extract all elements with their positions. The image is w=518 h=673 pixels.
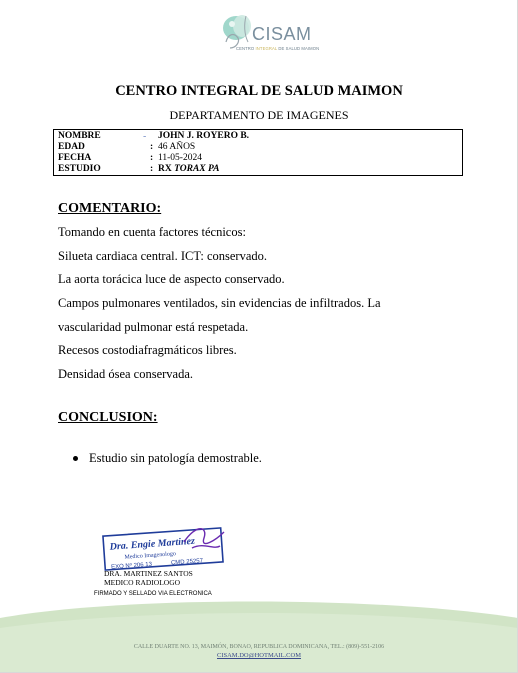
comment-line: Silueta cardiaca central. ICT: conservado. [58, 249, 268, 263]
comment-line: Campos pulmonares ventilados, sin evidencias de infiltrados. La [58, 296, 381, 310]
report-title: CENTRO INTEGRAL DE SALUD MAIMON [115, 83, 403, 99]
stamp-cmd: CMD 25257 [170, 558, 204, 567]
patient-info-box: ⌣ NOMBRE JOHN J. ROYERO B. EDAD : 46 AÑOS FECHA : 11-05-2024 ESTUDIO : RX TORAX PA [53, 129, 463, 176]
bullet-icon [73, 456, 78, 461]
stamp-exq: EXQ Nº 206 13 [110, 561, 153, 571]
comment-line: Tomando en cuenta factores técnicos: [58, 225, 246, 239]
logo-wordmark: CISAM [252, 24, 312, 44]
comment-heading: COMENTARIO: [58, 201, 162, 216]
small-mark: ⌣ [143, 135, 147, 140]
stamp-name: Dra. Engie Martinez [109, 535, 196, 553]
footer-email-link[interactable]: CISAM.DO@HOTMAIL.COM [217, 652, 301, 659]
logo-tagline: CENTRO INTEGRAL DE SALUD MAIMON [236, 46, 320, 51]
cisam-logo [208, 8, 328, 56]
doctor-stamp [100, 520, 230, 572]
signature-note: FIRMADO Y SELLADO VIA ELECTRONICA [94, 591, 212, 597]
comment-line: Densidad ósea conservada. [58, 367, 194, 381]
doctor-name-block: DRA. MARTINEZ SANTOS MEDICO RADIOLOGO [104, 569, 193, 587]
conclusion-item: Estudio sin patología demostrable. [89, 451, 262, 465]
footer-wave [0, 600, 518, 673]
footer-address: CALLE DUARTE NO. 13, MAIMÓN, BONAO, REPUBLICA DOMINICANA, TEL.: (809)-551-2106 [133, 644, 385, 650]
comment-line: vascularidad pulmonar está respetada. [58, 320, 249, 334]
comment-line: Recesos costodiafragmáticos libres. [58, 343, 237, 357]
comment-line: La aorta torácica luce de aspecto conservado. [58, 272, 285, 286]
department-name: DEPARTAMENTO DE IMAGENES [169, 108, 349, 122]
stamp-title: Medico Imagenologo [124, 551, 177, 561]
conclusion-heading: CONCLUSION: [58, 410, 158, 425]
